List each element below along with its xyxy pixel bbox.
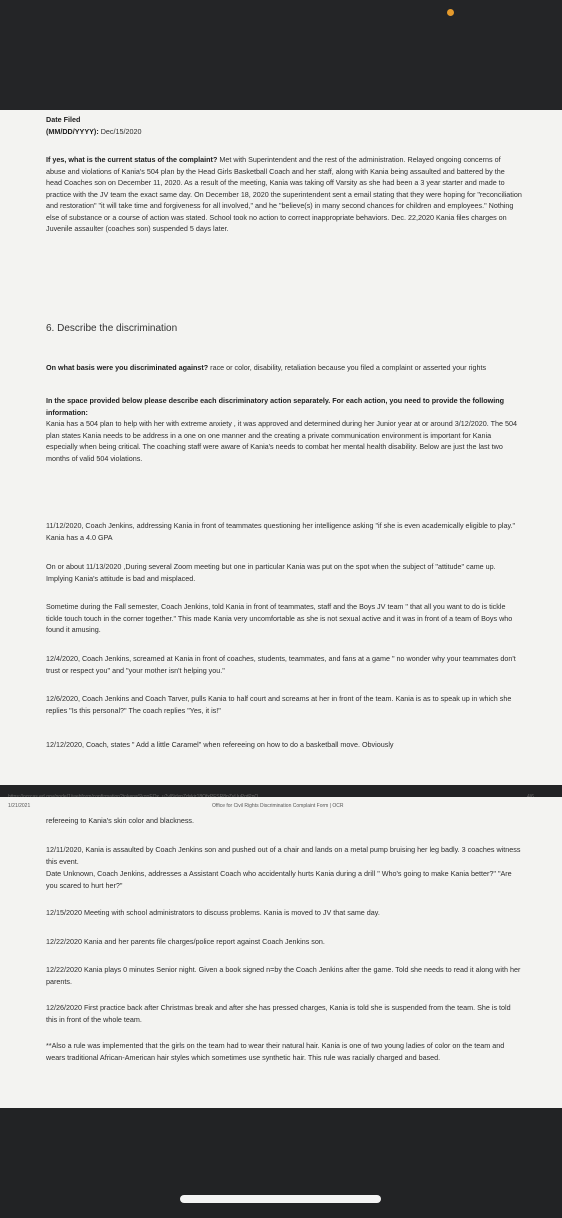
incident-entry: 12/12/2020, Coach, states " Add a little Caramel" when refereeing on how to do a basketball move. Obviously (46, 740, 394, 749)
date-filed-value: Dec/15/2020 (100, 127, 142, 136)
status-question: If yes, what is the current status of the complaint? (46, 155, 218, 164)
incident-entry: **Also a rule was implemented that the girls on the team had to wear their natural hair. Kania is one of two young ladies of color on the team and wears traditional African-American hair styles which sometimes use synthetic hair. This rule was racially charged and based. (46, 1041, 505, 1062)
section-heading: 6. Describe the discrimination (46, 323, 178, 334)
incident-entry: Sometime during the Fall semester, Coach Jenkins, told Kania in front of teammates, staff and the Boys JV team " that all you want to do is tickle tickle touch touch in the corner together." This made Kania very uncomfortable as she is not sexual active and it was in front of a team of Boys who found it amusing. (46, 602, 513, 634)
instructions: In the space provided below please describe each discriminatory action separately. For each action, you need to provide the following information: (46, 396, 504, 417)
home-indicator[interactable] (180, 1195, 381, 1203)
recording-indicator-icon (447, 9, 454, 16)
basis-answer: race or color, disability, retaliation because you filed a complaint or asserted your rights (210, 363, 487, 372)
incident-entry: 12/6/2020, Coach Jenkins and Coach Tarver, pulls Kania to half court and screams at her in front of the team. Kania is as to speak up in which she replies "Is this personal?" The coach replies "Yes, it is!" (46, 694, 512, 715)
incident-entry: 11/12/2020, Coach Jenkins, addressing Kania in front of teammates questioning her intelligence asking "if she is even academically eligible to play." Kania has a 4.0 GPA (46, 521, 516, 542)
continuation-text: refereeing to Kania's skin color and blackness. (46, 816, 195, 825)
intro-paragraph: Kania has a 504 plan to help with her with extreme anxiety , it was approved and determined during her Junior year at or around 3/12/2020. The 504 plan states Kania needs to be address in a one on one manner and the creating a private communication environment is important for Kania especially when being critical. The coaching staff were aware of Kania's needs to combat her mental health disability. Below are just the last two months of valid 504 violations. (46, 419, 517, 463)
incident-entry: On or about 11/13/2020 ,During several Zoom meeting but one in particular Kania was put on the spot when the subject of "attitude" came up. Implying Kania's attitude is bad and misplaced. (46, 562, 496, 583)
date-filed-format: (MM/DD/YYYY): (46, 127, 99, 136)
document-page-2 (0, 797, 562, 1108)
incident-entry: 12/15/2020 Meeting with school administrators to discuss problems. Kania is moved to JV that same day. (46, 908, 380, 917)
document-page-1 (0, 110, 562, 785)
complaint-status-paragraph (46, 154, 522, 235)
incident-entry: 12/22/2020 Kania plays 0 minutes Senior night. Given a book signed n=by the Coach Jenkins after the game. Told she needs to read it along with her parents. (46, 965, 521, 986)
print-header-title: Office for Civil Rights Discrimination Complaint Form | OCR (212, 803, 344, 809)
print-header-date: 1/21/2021 (8, 803, 31, 809)
basis-paragraph (46, 362, 522, 374)
incident-entry: 12/26/2020 First practice back after Christmas break and after she has pressed charges, Kania is told she is suspended from the team. She is told this in front of the whole team. (46, 1003, 511, 1024)
incident-entry: 12/4/2020, Coach Jenkins, screamed at Kania in front of coaches, students, teammates, and fans at a game " no wonder why your teammates don't trust or respect you" and "your mother isn't helping you." (46, 654, 516, 675)
status-answer: Met with Superintendent and the rest of the administration. Relayed ongoing concerns of abuse and violations of Kania's 504 plan by the Head Girls Basketball Coach and her staff, along with Kania being assaulted and battered by the head Coaches son on December 11, 2020. As a result of the meeting, Kania was taking off Varsity as she had been a 3 year starter and made to practice with the JV team the exact same day. On December 18, 2020 the superintendent sent a email stating that they were hoping for "reconciliation and restoration" "it will take time and forgiveness for all involved," and he "believe(s) in many second chances for children and employees." Nothing else of substance or a course of action was stated. School took no action to correct inappropriate behaviors. Dec. 22,2020 Kania files charges on Juvenile assaulter (coaches son) suspended 5 days later. (46, 155, 522, 233)
date-filed-label: Date Filed (46, 115, 81, 124)
incident-entry: 12/22/2020 Kania and her parents file charges/police report against Coach Jenkins son. (46, 937, 325, 946)
incident-entry: 12/11/2020, Kania is assaulted by Coach Jenkins son and pushed out of a chair and lands on a metal pump bruising her leg badly. 3 coaches witness this event. (46, 845, 521, 866)
top-status-bar (0, 0, 562, 110)
incident-entry: Date Unknown, Coach Jenkins, addresses a Assistant Coach who accidentally hurts Kania during a drill " Who's going to make Kania better?" "Are you scared to hurt her?" (46, 869, 512, 890)
date-filed-line (46, 126, 522, 138)
basis-question: On what basis were you discriminated against? (46, 363, 209, 372)
